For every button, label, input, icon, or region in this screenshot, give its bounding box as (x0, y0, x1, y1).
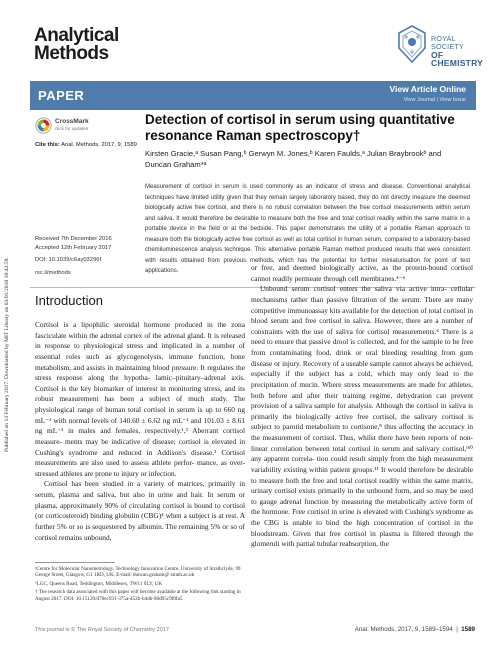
citation-prefix: Cite this: (35, 142, 60, 148)
article-type-label: PAPER (38, 88, 85, 103)
crossmark-icon (35, 117, 52, 134)
doi[interactable]: DOI: 10.1039/c6ay03296f (35, 257, 102, 263)
citation (35, 142, 137, 148)
publication-dates (35, 235, 112, 252)
page-footer: Anal. Methods, 2017, 9, 1589–1594 | 1589 (354, 626, 475, 633)
body-column-right (251, 263, 473, 550)
crossmark-badge[interactable] (35, 117, 91, 137)
paragraph: Cortisol is a lipophilic steroidal hormone produced in the zona fasciculate within the adrenal cortex of the adrenal gland. It is released in response to physiological stress and implicated in a number of essential roles such as glycogenolysis, immune function, bone metabolism, and assists in maintaining blood pressure. It regulates the stress response along the hypotha- lamic–pituitary–adrenal axis. Cortisol is the key biomarker of interest in monitoring stress, and its robust measurement has been a subject of much study. The physiological range of human total cortisol in serum is up to 660 ng mL⁻¹ with normal levels of 140.60 ± 6.62 ng mL⁻¹ and 101.03 ± 8.61 ng mL⁻¹ in males and females, respectively.¹,² Aberrant cortisol measure- ments may be indicative of disease; cortisol is elevated in Cushing's syndrome and reduced in Addison's disease.³ Cortisol measurements are also used to assess athlete perfor- mance, as over-stressed athletes are prone to injury or infection. (35, 320, 245, 478)
footnote-divider (35, 562, 115, 563)
journal-title-line2: Methods (34, 43, 109, 64)
page-number: 1589 (461, 626, 475, 633)
journal-title[interactable] (34, 27, 174, 63)
body-column-left (35, 320, 245, 543)
view-journal-issue-links[interactable]: View Journal | View Issue (403, 97, 466, 103)
paragraph: Cortisol has been studied in a variety of matrices, primarily in serum, plasma and saliva, but also in urine and hair. In serum or plasma, approximately 90% of circulating cortisol is bound to cortisol (or corticosteroid) binding globulin (CBG)⁴ when a subject is at rest. A further 5% or so is sequestered by albumin. The remaining 5% or so of cortisol remains unbound, (35, 479, 245, 542)
article-title: Detection of cortisol in serum using quantitative resonance Raman spectroscopy† (145, 112, 455, 143)
rsc-emblem-icon (395, 24, 429, 64)
rsc-logo[interactable] (395, 24, 484, 68)
section-heading-introduction: Introduction (35, 293, 103, 308)
footnotes (35, 566, 245, 604)
received-date: Received 7th December 2016 (35, 236, 112, 242)
rsc-name-line1: ROYAL SOCIETY (431, 34, 464, 51)
view-article-online-link[interactable]: View Article Online (389, 84, 466, 94)
journal-title-line1: Analytical (34, 25, 119, 46)
crossmark-sublabel: click for updates (55, 126, 89, 131)
footer-journal-ref: Anal. Methods, 2017, 9, 1589–1594 (354, 626, 453, 633)
download-notice: Published on 13 February 2017. Downloaded by MIT Library on 03/01/2018 18:43:59. (4, 257, 10, 453)
article-type-bar (30, 81, 476, 110)
accepted-date: Accepted 12th February 2017 (35, 244, 112, 251)
rsc-name-line2: OF CHEMISTRY (431, 50, 484, 68)
paragraph: or free, and deemed biologically active, as the protein-bound cortisol cannot readily permeate through cell membranes.⁴⁻⁶ (251, 263, 473, 283)
footnote-data-statement: † The research data associated with this paper will become available at the following link starting in August 2017. DOI: 10.15129/d70ec931-375a-452b-b4db-98d95c9f0fa5 (35, 589, 241, 602)
footnote-affiliation-b: ᵇLGC, Queens Road, Teddington, Middlesex, TW11 0LY, UK (35, 580, 163, 587)
abstract: Measurement of cortisol in serum is used commonly as an indicator of stress and disease. Conventional analytical techniques have limited utility given that they remain largely laboratory based, they do not directly measure the deemed biologically active free cortisol, and there is no robust correlation between the free cortisol measurements within serum and saliva. It would therefore be desirable to measure both the free and total cortisol readily within the same matrix in a portable device in the field or at the bedside. This paper demonstrates the utility of a portable Raman approach to measure both the biologically active free cortisol as well as total cortisol in human serum, compared to a laboratory-based chemiluminescence analysis technique. This alternative portable Raman method produced results that were consistent with results obtained from previous methods, which has the potential for further miniaturisation for point of test applications. (145, 184, 470, 275)
footnote-affiliation-a: ᵃCentre for Molecular Nanometrology, Technology Innovation Centre, University of Strathclyde, 99 George Street, Glasgow, G1 1RD, UK. E-mail: duncan.graham@ strath.ac.uk (35, 566, 241, 579)
crossmark-label: CrossMark (55, 118, 89, 125)
journal-link[interactable]: rsc.li/methods (35, 270, 71, 276)
copyright-footer: This journal is © The Royal Society of Chemistry 2017 (35, 627, 169, 633)
author-list: Kirsten Gracie,ᵃ Susan Pang,ᵇ Gerwyn M. Jones,ᵇ Karen Faulds,ᵃ Julian Braybrookᵇ and Duncan Graham*ᵃ (145, 149, 442, 169)
citation-text: Anal. Methods, 2017, 9, 1589 (61, 142, 137, 148)
paragraph: Unbound serum cortisol enters the saliva via active intra- cellular mechanisms rather than passive filtration of the serum. There are many competitive immunoassay kits available for the detection of total cortisol in blood serum and free cortisol in saliva. However, there are a number of constraints with the use of saliva for cortisol measurements.⁴ There is a need to ensure that passive drool is collected, and for the sample to be free from contaminating food, drink or oral bleeding resulting from gum disease or injury. Recovery of a useable sample cannot always be achieved, especially if the subject has a cold, which may only lead to the precipitation of mucin. Where stress measurements are made for athletes, both before and after their training regime, dehydration can prevent provision of a saliva sample for analysis. Although the cortisol in saliva is primarily the biologically active free cortisol, the salivary cortisol is subject to parotid metabolism to cortisone,⁸ thus affecting the accuracy in the measurement of cortisol. Thus, whilst there have been reports of non-linear correlation between total cortisol in serum and salivary cortisol,⁹ˡ⁰ any apparent correla- tion could result simply from the high measurement variability existing within patient groups.¹¹ It would therefore be desirable to measure both the free and total cortisol readily within the same matrix, urinary cortisol exists primarily in the unbound form, and so may be used to gauge adrenal function by measuring the metabolically active form of the hormone. Free cortisol in urine is elevated with Cushing's syndrome as the CBG is unable to bind the high concentration of cortisol in the bloodstream. Given that free cortisol in plasma is filtered through the glomeruli with partial tubular reabsorption, the (251, 284, 473, 549)
